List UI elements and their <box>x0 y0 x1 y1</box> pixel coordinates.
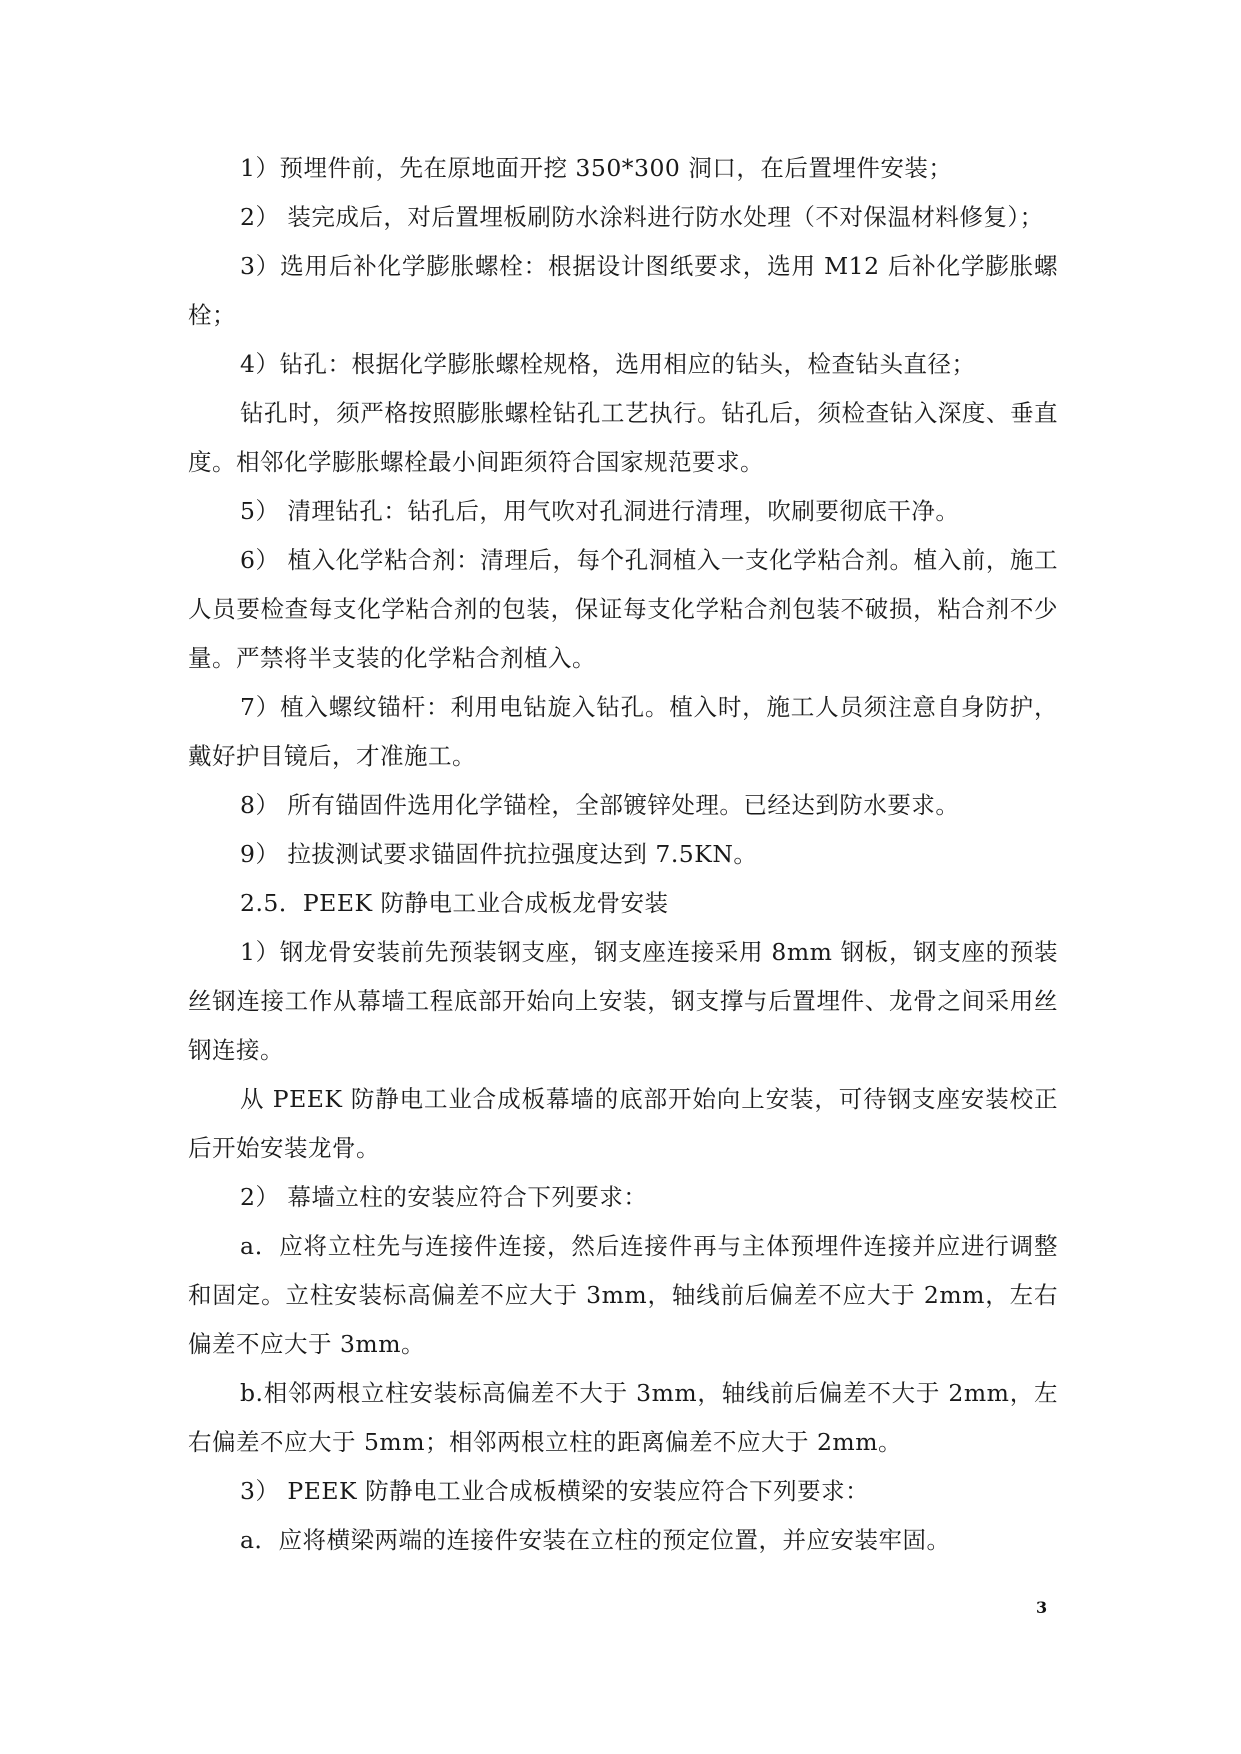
page-number: 3 <box>1036 1598 1048 1617</box>
paragraph-step-9: 9） 拉拔测试要求锚固件抗拉强度达到 7.5KN。 <box>240 840 758 868</box>
paragraph-column-requirement-b: b.相邻两根立柱安装标高偏差不大于 3mm，轴线前后偏差不大于 2mm，左右偏差不应大于 5mm；相邻两根立柱的距离偏差不应大于 2mm。 <box>188 1379 1058 1456</box>
paragraph-keel-step-3: 3） PEEK 防静电工业合成板横梁的安装应符合下列要求： <box>240 1477 870 1505</box>
paragraph-step-7: 7）植入螺纹锚杆：利用电钻旋入钻孔。植入时，施工人员须注意自身防护，戴好护目镜后，才准施工。 <box>188 693 1058 770</box>
paragraph-keel-note: 从 PEEK 防静电工业合成板幕墙的底部开始向上安装，可待钢支座安装校正后开始安装龙骨。 <box>188 1085 1058 1162</box>
section-heading-2-5: 2.5．PEEK 防静电工业合成板龙骨安装 <box>240 889 669 917</box>
document-body <box>188 144 1058 1565</box>
paragraph-step-6: 6） 植入化学粘合剂：清理后，每个孔洞植入一支化学粘合剂。植入前，施工人员要检查每支化学粘合剂的包装，保证每支化学粘合剂包装不破损，粘合剂不少量。严禁将半支装的化学粘合剂植入。 <box>188 546 1058 672</box>
paragraph-keel-step-1: 1）钢龙骨安装前先预装钢支座，钢支座连接采用 8mm 钢板，钢支座的预装丝钢连接工作从幕墙工程底部开始向上安装，钢支撑与后置埋件、龙骨之间采用丝钢连接。 <box>188 938 1058 1064</box>
paragraph-drilling-note: 钻孔时，须严格按照膨胀螺栓钻孔工艺执行。钻孔后，须检查钻入深度、垂直度。相邻化学膨胀螺栓最小间距须符合国家规范要求。 <box>188 399 1058 476</box>
paragraph-column-requirement-a: a．应将立柱先与连接件连接，然后连接件再与主体预埋件连接并应进行调整和固定。立柱安装标高偏差不应大于 3mm，轴线前后偏差不应大于 2mm，左右偏差不应大于 3mm。 <box>188 1232 1058 1358</box>
paragraph-step-2: 2） 装完成后，对后置埋板刷防水涂料进行防水处理（不对保温材料修复）； <box>240 203 1044 231</box>
paragraph-step-5: 5） 清理钻孔：钻孔后，用气吹对孔洞进行清理，吹刷要彻底干净。 <box>240 497 960 525</box>
paragraph-step-3: 3）选用后补化学膨胀螺栓：根据设计图纸要求，选用 M12 后补化学膨胀螺栓； <box>188 252 1058 329</box>
paragraph-step-1: 1）预埋件前，先在原地面开挖 350*300 洞口，在后置埋件安装； <box>240 154 953 182</box>
paragraph-keel-step-2: 2） 幕墙立柱的安装应符合下列要求： <box>240 1183 648 1211</box>
paragraph-step-4: 4）钻孔：根据化学膨胀螺栓规格，选用相应的钻头，检查钻头直径； <box>240 350 976 378</box>
paragraph-beam-requirement-a: a．应将横梁两端的连接件安装在立柱的预定位置，并应安装牢固。 <box>240 1526 951 1554</box>
paragraph-step-8: 8） 所有锚固件选用化学锚栓，全部镀锌处理。已经达到防水要求。 <box>240 791 960 819</box>
